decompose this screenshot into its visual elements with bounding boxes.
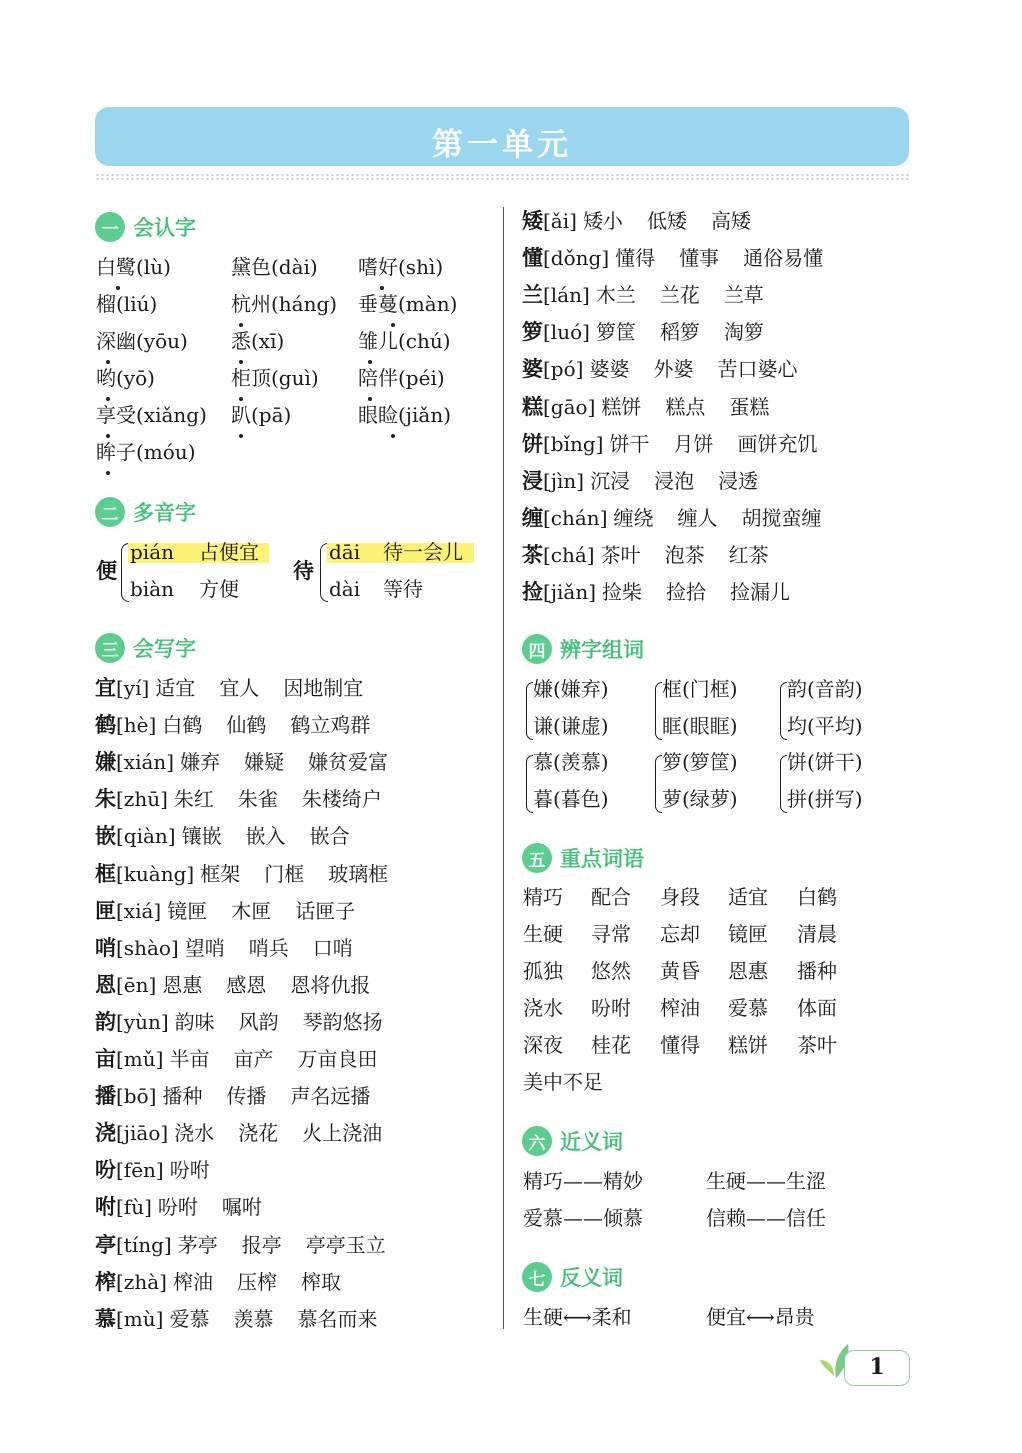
synonym-pair: 生硬——生涩 <box>706 1169 826 1193</box>
write-word: 泡茶 <box>664 542 705 567</box>
synonym-pair: 精巧——精妙 <box>523 1169 643 1193</box>
write-char: 鹤 <box>95 712 116 738</box>
write-word: 亩产 <box>233 1047 274 1071</box>
write-word: 榨油 <box>172 1269 213 1294</box>
write-word: 朱楼绮户 <box>301 787 382 812</box>
section-header-recognize <box>95 212 196 242</box>
write-pinyin: [fēn] <box>116 1158 164 1183</box>
write-word: 茶叶 <box>600 542 641 567</box>
write-word: 嘱咐 <box>221 1195 262 1220</box>
write-row <box>522 431 818 457</box>
recognize-word: 雏儿(chú) <box>358 329 451 353</box>
write-word: 宜人 <box>219 676 260 700</box>
polyphone-char: 待 <box>293 558 314 583</box>
write-char: 恩 <box>95 971 116 997</box>
write-word: 恩惠 <box>162 972 203 997</box>
section-badge: 四 <box>522 634 552 664</box>
write-char: 朱 <box>95 786 116 812</box>
emphasis-dot <box>391 323 395 327</box>
write-word: 婆婆 <box>589 357 630 382</box>
brace <box>780 682 787 740</box>
write-char: 框 <box>95 860 116 886</box>
write-row <box>95 1306 377 1332</box>
write-pinyin: [dǒng] <box>543 246 610 271</box>
write-row <box>522 505 822 531</box>
write-word: 稻箩 <box>659 320 700 345</box>
brace <box>655 755 662 813</box>
write-word: 饼干 <box>609 431 650 456</box>
page-number-box <box>844 1350 910 1386</box>
write-row <box>95 1232 386 1258</box>
write-word: 捡拾 <box>666 580 707 604</box>
write-word: 淘箩 <box>723 320 764 345</box>
write-word: 压榨 <box>236 1269 277 1294</box>
write-row <box>522 394 769 420</box>
write-word: 报亭 <box>241 1232 282 1257</box>
key-word: 体面 <box>797 996 837 1020</box>
key-word: 白鹤 <box>797 885 837 909</box>
polyphone-pinyin: biàn <box>130 577 175 601</box>
polyphone-char: 便 <box>96 558 117 583</box>
write-word: 嵌合 <box>309 824 350 849</box>
write-word: 蛋糕 <box>729 394 770 419</box>
write-word: 半亩 <box>169 1047 210 1071</box>
write-pinyin: [kuàng] <box>116 861 195 886</box>
write-word: 月饼 <box>673 431 714 456</box>
write-row <box>95 861 388 887</box>
key-word: 懂得 <box>660 1033 700 1057</box>
write-word: 浇水 <box>174 1121 215 1146</box>
write-pinyin: [xiá] <box>116 898 162 923</box>
key-word: 孤独 <box>523 959 563 983</box>
recognize-word: 垂蔓(màn) <box>358 292 458 316</box>
key-word: 黄昏 <box>660 959 700 983</box>
write-char: 匣 <box>95 897 116 923</box>
write-word: 矮小 <box>582 209 623 233</box>
distinguish-word: 嫌(嫌弃) <box>533 677 609 701</box>
write-char: 咐 <box>95 1194 116 1220</box>
distinguish-word: 慕(羡慕) <box>533 750 609 774</box>
write-word: 声名远播 <box>290 1084 371 1109</box>
write-char: 榨 <box>95 1268 116 1294</box>
antonym-pair: 便宜⟷昂贵 <box>706 1305 815 1329</box>
recognize-word: 趴(pā) <box>231 403 292 427</box>
write-word: 吩咐 <box>157 1195 198 1220</box>
write-word: 亭亭玉立 <box>305 1232 386 1257</box>
emphasis-dot <box>239 360 243 364</box>
recognize-word: 榴(liú) <box>96 292 158 316</box>
write-word: 风韵 <box>238 1009 279 1034</box>
section-header-antonyms <box>522 1262 623 1292</box>
polyphone-word: 方便 <box>199 577 239 601</box>
write-word: 苦口婆心 <box>717 357 798 382</box>
brace <box>526 755 533 813</box>
write-pinyin: [chán] <box>543 505 608 530</box>
write-row <box>95 786 382 812</box>
polyphone-word: 待一会儿 <box>383 540 463 564</box>
section-title: 近义词 <box>560 1130 623 1154</box>
write-row <box>95 1157 210 1183</box>
write-char: 吩 <box>95 1157 116 1183</box>
recognize-word: 黛色(dài) <box>231 255 318 279</box>
write-word: 镜匣 <box>167 898 208 923</box>
write-row <box>95 1120 382 1146</box>
write-word: 火上浇油 <box>302 1121 383 1146</box>
write-pinyin: [hè] <box>116 713 157 738</box>
write-word: 嫌弃 <box>180 750 221 775</box>
section-badge: 五 <box>522 843 552 873</box>
write-word: 镶嵌 <box>181 824 222 849</box>
distinguish-word: 框(门框) <box>662 677 738 701</box>
write-row <box>95 1194 262 1220</box>
write-char: 箩 <box>522 319 543 345</box>
write-word: 因地制宜 <box>283 676 364 700</box>
key-word: 恩惠 <box>728 959 768 983</box>
write-word: 沉浸 <box>590 468 631 493</box>
write-pinyin: [gāo] <box>543 394 596 419</box>
write-row <box>95 1083 370 1109</box>
write-row <box>522 319 764 345</box>
write-pinyin: [bǐng] <box>543 431 604 456</box>
write-row <box>522 468 758 494</box>
key-word: 清晨 <box>797 922 837 946</box>
distinguish-word: 箩(箩筐) <box>662 750 738 774</box>
write-char: 浇 <box>95 1120 116 1146</box>
write-char: 婆 <box>522 356 543 382</box>
write-word: 箩筐 <box>595 320 636 345</box>
write-pinyin: [luó] <box>543 320 590 345</box>
section-badge: 六 <box>522 1126 552 1156</box>
write-char: 亭 <box>95 1231 116 1257</box>
brace <box>655 682 662 740</box>
synonym-pair: 爱慕——倾慕 <box>523 1206 643 1230</box>
write-pinyin: [jiǎn] <box>543 580 597 604</box>
section-header-distinguish <box>522 634 644 664</box>
write-word: 嵌入 <box>245 824 286 849</box>
write-pinyin: [fù] <box>116 1195 152 1220</box>
write-word: 嫌疑 <box>244 750 285 775</box>
key-word: 桂花 <box>591 1033 631 1057</box>
write-word: 爱慕 <box>169 1306 210 1331</box>
write-pinyin: [lán] <box>543 283 590 308</box>
write-pinyin: [chá] <box>543 542 595 567</box>
write-word: 胡搅蛮缠 <box>741 505 822 530</box>
section-title: 辨字组词 <box>560 638 644 662</box>
write-row <box>95 1009 383 1035</box>
key-word: 精巧 <box>523 885 563 909</box>
column-divider <box>503 207 504 1329</box>
write-word: 低矮 <box>646 209 687 233</box>
write-char: 宜 <box>95 675 116 700</box>
polyphone-word: 等待 <box>383 577 423 601</box>
write-pinyin: [bō] <box>116 1084 157 1109</box>
recognize-word: 享受(xiǎng) <box>96 403 207 427</box>
write-pinyin: [mù] <box>116 1306 164 1331</box>
distinguish-word: 饼(饼干) <box>787 750 863 774</box>
write-word: 浸透 <box>718 468 759 493</box>
write-char: 韵 <box>95 1008 116 1034</box>
key-word: 忘却 <box>660 922 700 946</box>
write-word: 浸泡 <box>654 468 695 493</box>
write-pinyin: [shào] <box>116 935 179 960</box>
emphasis-dot <box>239 323 243 327</box>
key-word: 榨油 <box>660 996 700 1020</box>
write-word: 仙鹤 <box>226 713 267 738</box>
recognize-word: 嗜好(shì) <box>358 255 444 279</box>
section-header-write <box>95 633 196 663</box>
section-title: 重点词语 <box>560 847 644 871</box>
write-char: 浸 <box>522 467 543 493</box>
write-word: 门框 <box>264 861 305 886</box>
write-pinyin: [ēn] <box>116 972 157 997</box>
write-char: 播 <box>95 1083 116 1109</box>
write-row <box>95 1269 341 1295</box>
key-word: 茶叶 <box>797 1033 837 1057</box>
recognize-word: 悉(xī) <box>231 329 285 353</box>
write-pinyin: [zhū] <box>116 787 168 812</box>
section-badge: 二 <box>95 497 125 527</box>
key-word: 播种 <box>797 959 837 983</box>
section-header-synonyms <box>522 1126 623 1156</box>
write-row <box>522 208 751 234</box>
write-word: 播种 <box>162 1084 203 1109</box>
distinguish-word: 均(平均) <box>787 714 863 738</box>
key-word: 爱慕 <box>728 996 768 1020</box>
emphasis-dot <box>106 360 110 364</box>
emphasis-dot <box>380 286 384 290</box>
write-word: 外婆 <box>653 357 694 382</box>
write-word: 捡柴 <box>602 580 643 604</box>
write-pinyin: [pó] <box>543 357 584 382</box>
section-title: 反义词 <box>560 1266 623 1290</box>
write-row <box>522 282 764 308</box>
recognize-word: 眼睑(jiǎn) <box>358 403 452 427</box>
write-char: 捡 <box>522 579 543 604</box>
section-title: 多音字 <box>133 501 196 525</box>
key-word: 寻常 <box>591 922 631 946</box>
key-word: 适宜 <box>728 885 768 909</box>
write-pinyin: [qiàn] <box>116 824 176 849</box>
write-word: 嫌贫爱富 <box>308 750 389 775</box>
key-word: 吩咐 <box>591 996 631 1020</box>
write-char: 亩 <box>95 1046 116 1071</box>
write-word: 朱雀 <box>237 787 278 812</box>
write-word: 懂事 <box>679 246 720 271</box>
write-word: 木兰 <box>595 283 636 308</box>
distinguish-word: 暮(暮色) <box>533 787 609 811</box>
polyphone-word: 占便宜 <box>199 540 259 564</box>
write-word: 感恩 <box>226 972 267 997</box>
distinguish-word: 拼(拼写) <box>787 787 863 811</box>
emphasis-dot <box>239 397 243 401</box>
recognize-word: 白鹭(lù) <box>96 255 171 279</box>
key-word: 身段 <box>660 885 700 909</box>
write-char: 哨 <box>95 934 116 960</box>
write-pinyin: [mǔ] <box>116 1047 164 1071</box>
write-char: 兰 <box>522 282 543 308</box>
write-word: 哨兵 <box>248 935 289 960</box>
emphasis-dot <box>116 286 120 290</box>
recognize-word: 深幽(yōu) <box>96 329 188 353</box>
antonym-pair: 生硬⟷柔和 <box>523 1305 632 1329</box>
write-word: 高矮 <box>710 209 751 233</box>
section-title: 会写字 <box>133 637 196 661</box>
synonym-pair: 信赖——信任 <box>706 1206 826 1230</box>
polyphone-pinyin: dāi <box>329 540 361 564</box>
brace <box>780 755 787 813</box>
emphasis-dot <box>239 434 243 438</box>
unit-banner <box>95 107 909 166</box>
write-row <box>95 823 350 849</box>
emphasis-dot <box>106 471 110 475</box>
recognize-word: 眸子(móu) <box>96 440 196 464</box>
section-badge: 三 <box>95 633 125 663</box>
write-row <box>95 972 370 998</box>
write-word: 兰花 <box>659 283 700 308</box>
key-word: 深夜 <box>523 1033 563 1057</box>
emphasis-dot <box>106 434 110 438</box>
write-word: 传播 <box>226 1084 267 1109</box>
write-char: 嫌 <box>95 749 116 775</box>
section-header-polyphone <box>95 497 196 527</box>
section-badge: 七 <box>522 1262 552 1292</box>
write-char: 饼 <box>522 430 543 456</box>
write-word: 适宜 <box>155 676 196 700</box>
emphasis-dot <box>368 360 372 364</box>
write-row <box>95 712 370 738</box>
write-word: 慕名而来 <box>297 1306 378 1331</box>
key-word: 浇水 <box>523 996 563 1020</box>
write-word: 缠人 <box>677 505 718 530</box>
write-word: 羡慕 <box>233 1306 274 1331</box>
write-pinyin: [yí] <box>116 676 150 700</box>
recognize-word: 杭州(háng) <box>231 292 338 316</box>
write-word: 浇花 <box>238 1121 279 1146</box>
write-row <box>522 245 823 271</box>
write-word: 吩咐 <box>169 1158 210 1183</box>
write-row <box>95 1046 377 1072</box>
write-pinyin: [tíng] <box>116 1232 172 1257</box>
key-word: 配合 <box>591 885 631 909</box>
key-word: 生硬 <box>523 922 563 946</box>
write-pinyin: [jiāo] <box>116 1121 169 1146</box>
emphasis-dot <box>368 397 372 401</box>
write-pinyin: [xián] <box>116 750 175 775</box>
dotted-divider <box>95 173 909 181</box>
write-pinyin: [ǎi] <box>543 209 577 233</box>
write-pinyin: [zhà] <box>116 1269 167 1294</box>
write-word: 玻璃框 <box>328 861 389 886</box>
write-word: 缠绕 <box>613 505 654 530</box>
write-word: 鹤立鸡群 <box>290 713 371 738</box>
section-title: 会认字 <box>133 216 196 240</box>
brace <box>526 682 533 740</box>
write-pinyin: [jìn] <box>543 468 585 493</box>
write-word: 糕饼 <box>601 394 642 419</box>
write-word: 琴韵悠扬 <box>302 1009 383 1034</box>
write-word: 糕点 <box>665 394 706 419</box>
write-row <box>95 898 355 924</box>
key-word: 悠然 <box>591 959 631 983</box>
write-row <box>522 542 769 568</box>
write-word: 万亩良田 <box>297 1047 378 1071</box>
write-char: 矮 <box>522 208 543 233</box>
section-header-keywords <box>522 843 644 873</box>
write-word: 红茶 <box>728 542 769 567</box>
section-badge: 一 <box>95 212 125 242</box>
polyphone-pinyin: dài <box>329 577 361 601</box>
write-char: 嵌 <box>95 823 116 849</box>
write-word: 框架 <box>200 861 241 886</box>
write-char: 缠 <box>522 504 543 530</box>
write-word: 茅亭 <box>177 1232 218 1257</box>
recognize-word: 柜顶(guì) <box>231 366 319 390</box>
write-word: 捡漏儿 <box>730 580 791 604</box>
write-row <box>95 935 353 961</box>
write-char: 懂 <box>522 245 543 271</box>
write-word: 画饼充饥 <box>737 431 818 456</box>
write-word: 懂得 <box>615 246 656 271</box>
write-char: 茶 <box>522 541 543 567</box>
page-number: 1 <box>869 1354 885 1380</box>
write-word: 木匣 <box>231 898 272 923</box>
write-row <box>522 579 790 605</box>
distinguish-word: 谦(谦虚) <box>533 714 609 738</box>
write-word: 韵味 <box>174 1009 215 1034</box>
write-word: 望哨 <box>184 935 225 960</box>
write-pinyin: [yùn] <box>116 1009 169 1034</box>
write-word: 恩将仇报 <box>290 972 371 997</box>
write-word: 话匣子 <box>295 898 356 923</box>
emphasis-dot <box>391 434 395 438</box>
write-row <box>522 356 797 382</box>
write-word: 口哨 <box>312 935 353 960</box>
emphasis-dot <box>106 397 110 401</box>
write-word: 白鹤 <box>162 713 203 738</box>
unit-title: 第一单元 <box>432 127 572 163</box>
write-row <box>95 675 363 701</box>
distinguish-word: 眶(眼眶) <box>662 714 738 738</box>
key-word: 镜匣 <box>728 922 768 946</box>
polyphone-pinyin: pián <box>130 540 175 564</box>
write-char: 慕 <box>95 1305 116 1331</box>
recognize-word: 哟(yō) <box>96 366 155 390</box>
write-word: 榨取 <box>300 1269 341 1294</box>
write-word: 朱红 <box>173 787 214 812</box>
distinguish-word: 韵(音韵) <box>787 677 863 701</box>
key-word: 糕饼 <box>728 1033 768 1057</box>
distinguish-word: 萝(绿萝) <box>662 787 738 811</box>
write-word: 通俗易懂 <box>743 246 824 271</box>
recognize-word: 陪伴(péi) <box>358 366 445 390</box>
write-char: 糕 <box>522 393 543 419</box>
write-row <box>95 749 388 775</box>
write-word: 兰草 <box>723 283 764 308</box>
key-word: 美中不足 <box>523 1070 603 1094</box>
